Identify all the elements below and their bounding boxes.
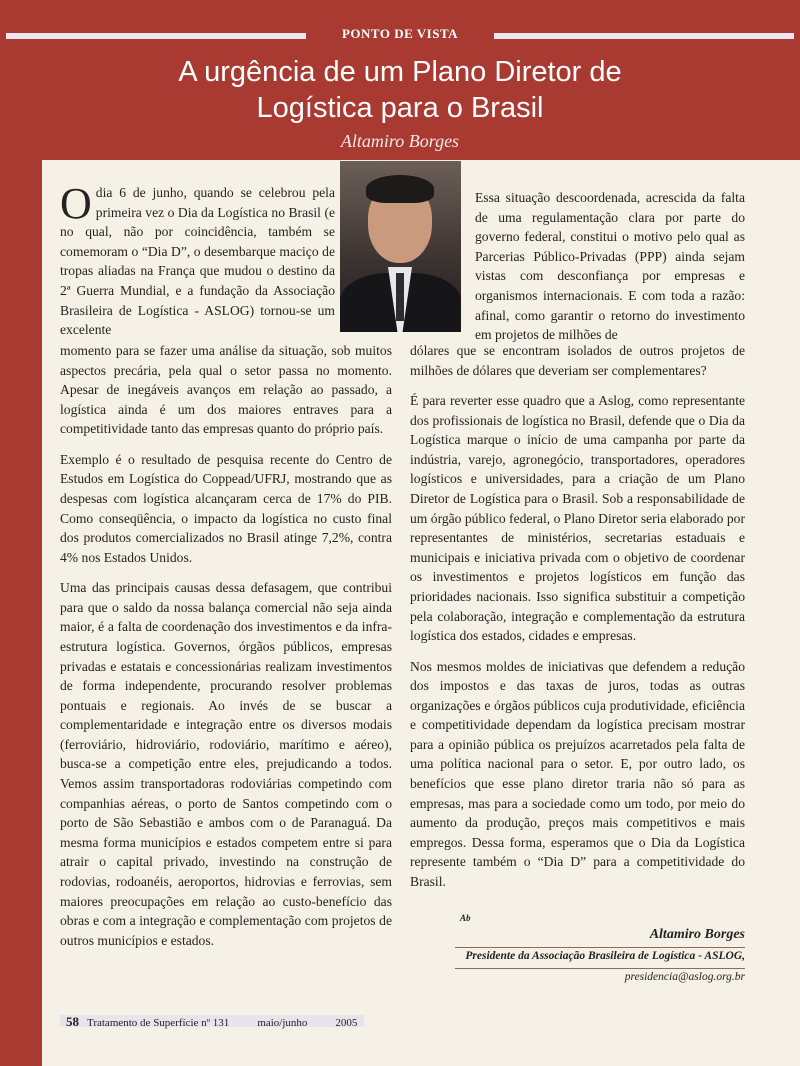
byline: Altamiro Borges bbox=[340, 131, 460, 151]
signature-rule bbox=[455, 947, 745, 948]
footer-magazine: Tratamento de Superfície nº 131 bbox=[87, 1017, 230, 1029]
drop-cap: O bbox=[60, 179, 92, 228]
paragraph-1-start: dia 6 de junho, quando se celebrou pela primeira vez o Dia da Logística no Brasil (e no qual, não por coincidência, também se comemoram o “Dia D”, o desembarque maciço de tropas aliadas na França que mudou o destino da 2ª Guerra Mundial, e a fundação da Associação Brasileira de Logística - ASLOG) tornou-se um excelente bbox=[60, 185, 335, 338]
column-1-top bbox=[60, 179, 335, 351]
photo-tie bbox=[396, 273, 404, 321]
signature-email: presidencia@aslog.org.br bbox=[624, 971, 745, 983]
column-2-top bbox=[475, 188, 745, 356]
paragraph-5: É para reverter esse quadro que a Aslog, como representante dos profissionais de logística no Brasil, defende que o Dia da Logística marque o início de uma campanha por parte da indústria, varejo, agronegócio, transportadores, operadores logísticos e universidades, para a criação de um Plano Diretor de Logística para o Brasil. Sob a responsabilidade de um órgão público federal, o Plano Diretor seria elaborado por representantes de ministérios, secretarias estaduais e municipais e iniciativa privada com o objetivo de coordenar os investimentos e projetos logísticos em função das prioridades nacionais. Isso significa substituir a competição pela colaboração, integração e complementação da estrutura logística dos estados, cidades e empresas. bbox=[410, 392, 745, 644]
photo-hair bbox=[366, 175, 434, 203]
header-rule-left bbox=[6, 33, 306, 39]
paragraph-4-start: Essa situação descoordenada, acrescida da falta de uma regulamentação clara por parte do governo federal, constitui o motivo pelo qual as Parcerias Público-Privadas (PPP) ainda sejam vistas com desconfiança por empresas e organismos internacionais. E com toda a razão: afinal, como garantir o retorno do investimento em projetos de milhões de bbox=[475, 190, 745, 343]
end-mark-logo: Ab bbox=[460, 913, 471, 923]
column-1 bbox=[60, 341, 392, 961]
author-photo bbox=[340, 161, 461, 332]
paragraph-1-end: momento para se fazer uma análise da situação, sob muitos aspectos precária, pela qual o setor passa no momento. Apesar de inegáveis avanços em relação ao passado, a logística ainda é um dos maiores entraves para a competitividade tanto das empresas quanto do próprio país. bbox=[60, 343, 392, 437]
header-rule-right bbox=[494, 33, 794, 39]
footer-year: 2005 bbox=[335, 1017, 358, 1029]
title-line-2: Logística para o Brasil bbox=[256, 92, 544, 124]
page-footer bbox=[66, 1014, 385, 1030]
footer-month: maio/junho bbox=[257, 1017, 308, 1029]
signature-role: Presidente da Associação Brasileira de Logística - ASLOG, bbox=[465, 950, 745, 962]
signature-name: Altamiro Borges bbox=[649, 927, 745, 942]
paragraph-2: Exemplo é o resultado de pesquisa recente do Centro de Estudos em Logística do Coppead/UFRJ, mostrando que as despesas com logística alcançaram cerca de 17% do PIB. Como conseqüência, o impacto da logística no custo final dos produtos comercializados no Brasil atinge 7,2%, contra 4% nos Estados Unidos. bbox=[60, 451, 392, 565]
paragraph-6: Nos mesmos moldes de iniciativas que defendem a redução dos impostos e das taxas de juros, todas as outras organizações e órgãos públicos cuja produtividade, eficiência e competitividade dependam da logística precisam mostrar para a opinião pública os prejuízos acarretados pela falta de uma política nacional para o setor. E, por outro lado, os benefícios que esse plano diretor traria não só para as empresas, mas para a sociedade como um todo, por meio do aumento da produção, preços mais competitivos e mais empregos. Dessa forma, esperamos que o Dia da Logística represente também o “Dia D” para a competitividade do Brasil. bbox=[410, 658, 745, 890]
section-label: PONTO DE VISTA bbox=[341, 26, 459, 41]
paragraph-4-end: dólares que se encontram isolados de outros projetos de milhões de dólares que deveriam ser complementares? bbox=[410, 343, 745, 378]
signature-rule bbox=[455, 968, 745, 969]
column-2 bbox=[410, 341, 745, 902]
article-title bbox=[60, 54, 740, 126]
title-line-1: A urgência de um Plano Diretor de bbox=[178, 56, 622, 88]
paragraph-3: Uma das principais causas dessa defasagem, que contribui para que o saldo da nossa balança comercial não seja ainda maior, é a falta de coordenação dos investimentos e da infra-estrutura logística. Governos, órgãos públicos, empresas privadas e estatais e concessionárias realizam investimentos de forma independente, procurando resolver problemas pontuais e regionais. Ao invés de se buscar a complementaridade e integração entre os diversos modais (ferroviário, hidroviário, rodoviário, marítimo e aéreo), busca-se a competição entre eles, prejudicando a todos. Vemos assim transportadoras rodoviárias competindo com companhias aéreas, o porto de Santos competindo com o porto de São Sebastião e ambos com o de Paranaguá. Da mesma forma municípios e estados competem entre si para atrair o capital privado, investindo na construção de rodovias, rodoanéis, aeroportos, hidrovias e ferrovias, sem maiores preocupações em relação ao custo-benefício das obras e com a integração e complementação com projetos de outros municípios e estados. bbox=[60, 580, 392, 948]
page-number: 58 bbox=[66, 1014, 79, 1029]
